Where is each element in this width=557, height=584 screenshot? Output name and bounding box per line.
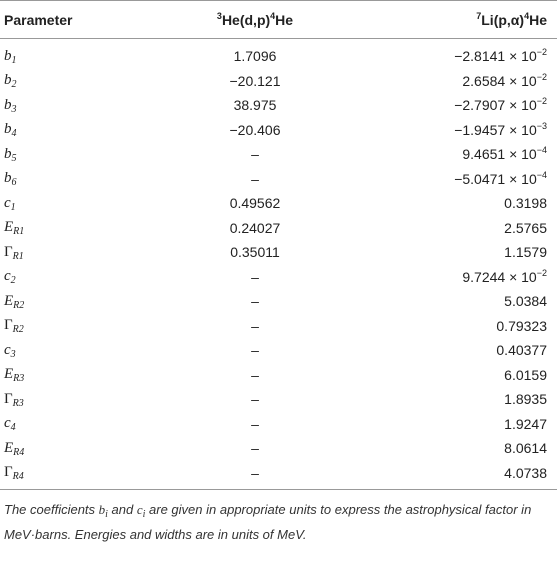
parameter-symbol: Γ — [4, 464, 13, 481]
parameter-cell — [0, 240, 160, 265]
he3-value-cell: – — [251, 366, 259, 383]
parameter-symbol: E — [4, 219, 14, 236]
header-li7-product-mass: 4 — [524, 10, 530, 21]
header-li7-mass: 7 — [476, 10, 482, 21]
li7-value-cell — [350, 314, 557, 339]
table-row — [0, 387, 557, 412]
parameter-cell — [0, 461, 160, 490]
parameter-subscript: R1 — [13, 226, 25, 238]
parameter-subscript: R2 — [12, 324, 24, 336]
footnote-text-2: and — [107, 502, 137, 517]
he3-value-cell: 38.975 — [233, 97, 277, 114]
parameter-symbol: b — [4, 170, 12, 187]
parameter-cell — [0, 167, 160, 192]
li7-mantissa: 0.40377 — [496, 342, 547, 359]
parameter-cell — [0, 387, 160, 412]
li7-value-cell — [350, 412, 557, 437]
parameter-subscript: R4 — [13, 446, 25, 458]
li7-mantissa: 1.9247 — [504, 415, 547, 432]
table-row — [0, 191, 557, 216]
parameter-cell — [0, 436, 160, 461]
footnote-c-subscript: i — [142, 509, 146, 520]
li7-mantissa: 6.0159 — [504, 366, 547, 383]
he3-value-cell: – — [251, 415, 259, 432]
li7-value-cell — [350, 216, 557, 241]
li7-value-cell — [350, 387, 557, 412]
parameter-subscript: 1 — [11, 54, 17, 66]
li7-mantissa: 4.0738 — [504, 464, 547, 481]
li7-mantissa: 0.79323 — [496, 317, 547, 334]
li7-mantissa: 0.3198 — [504, 195, 547, 212]
li7-mantissa: 8.0614 — [504, 440, 547, 457]
table-row — [0, 39, 557, 69]
li7-value-cell — [350, 167, 557, 192]
table-footnote — [0, 490, 557, 545]
parameter-subscript: 2 — [10, 275, 16, 287]
parameter-symbol: Γ — [4, 390, 13, 407]
footnote-c-symbol: c — [136, 502, 143, 517]
he3-value-cell: – — [251, 317, 259, 334]
header-he3-reaction: He(d,p) — [221, 11, 271, 28]
li7-mantissa: −2.7907 × 10 — [454, 97, 537, 114]
parameter-cell — [0, 118, 160, 143]
li7-value-cell — [350, 240, 557, 265]
header-he3-mass: 3 — [216, 10, 222, 21]
table-body — [0, 39, 557, 490]
parameter-subscript: 5 — [11, 152, 17, 164]
li7-mantissa: 1.1579 — [504, 244, 547, 261]
li7-value-cell — [350, 289, 557, 314]
parameter-cell — [0, 338, 160, 363]
parameter-subscript: R4 — [12, 471, 24, 483]
parameter-cell — [0, 93, 160, 118]
li7-value-cell — [350, 142, 557, 167]
parameter-symbol: b — [4, 96, 12, 113]
parameter-symbol: Γ — [4, 243, 13, 260]
li7-exponent: −2 — [536, 47, 547, 58]
parameter-cell — [0, 191, 160, 216]
li7-mantissa: 1.8935 — [504, 391, 547, 408]
he3-value-cell: 0.49562 — [229, 195, 281, 212]
header-he3-product-mass: 4 — [270, 10, 276, 21]
li7-mantissa: −5.0471 × 10 — [454, 170, 537, 187]
table-row — [0, 461, 557, 490]
table-row — [0, 93, 557, 118]
he3-value-cell: – — [251, 170, 259, 187]
parameter-subscript: 6 — [11, 177, 17, 189]
he3-value-cell: – — [251, 146, 259, 163]
parameter-symbol: b — [4, 145, 12, 162]
header-row — [0, 1, 557, 39]
parameter-cell — [0, 314, 160, 339]
parameter-subscript: 4 — [11, 128, 17, 140]
footnote-text-1: The coefficients — [4, 502, 99, 517]
he3-value-cell: 0.35011 — [230, 244, 280, 261]
li7-value-cell — [350, 461, 557, 490]
parameter-cell — [0, 412, 160, 437]
parameter-subscript: R3 — [12, 397, 24, 409]
table-row — [0, 265, 557, 290]
table-row — [0, 338, 557, 363]
header-li7-reaction: Li(p,α) — [481, 11, 525, 28]
li7-exponent: −2 — [536, 267, 547, 278]
li7-exponent: −2 — [536, 96, 547, 107]
li7-exponent: −2 — [536, 71, 547, 82]
he3-value-cell: 0.24027 — [229, 219, 281, 236]
li7-value-cell — [350, 338, 557, 363]
parameter-symbol: b — [4, 121, 12, 138]
parameter-symbol: Γ — [4, 317, 13, 334]
parameter-cell — [0, 363, 160, 388]
parameter-subscript: R1 — [12, 250, 24, 262]
he3-value-cell: – — [160, 461, 350, 490]
parameter-symbol: b — [4, 47, 12, 64]
li7-value-cell — [350, 69, 557, 94]
table-row — [0, 167, 557, 192]
he3-value-cell: – — [251, 293, 259, 310]
parameter-symbol: c — [4, 341, 11, 358]
table-row — [0, 216, 557, 241]
li7-value-cell — [350, 39, 557, 69]
table-header — [0, 1, 557, 39]
parameter-cell — [0, 39, 160, 69]
table-row — [0, 289, 557, 314]
li7-mantissa: 2.6584 × 10 — [462, 72, 537, 89]
table-row — [0, 412, 557, 437]
parameter-symbol: c — [4, 268, 11, 285]
li7-value-cell — [350, 118, 557, 143]
parameter-symbol: c — [4, 194, 11, 211]
li7-value-cell — [350, 436, 557, 461]
parameter-subscript: R2 — [13, 299, 25, 311]
footnote-b-symbol: b — [98, 502, 106, 517]
li7-mantissa: 5.0384 — [504, 293, 547, 310]
header-parameter: Parameter — [0, 1, 160, 39]
parameter-symbol: b — [4, 72, 12, 89]
li7-exponent: −3 — [536, 120, 547, 131]
he3-value-cell: −20.121 — [229, 72, 281, 89]
table-row — [0, 436, 557, 461]
li7-exponent: −4 — [536, 145, 547, 156]
li7-mantissa: 9.4651 × 10 — [462, 146, 537, 163]
li7-value-cell — [350, 191, 557, 216]
he3-value-cell: – — [251, 342, 259, 359]
li7-value-cell — [350, 265, 557, 290]
li7-value-cell — [350, 363, 557, 388]
he3-value-cell: – — [251, 391, 259, 408]
footnote-text-3: are given in appropriate units to express the astrophysical factor in MeV·barns. Energies and widths are in units of MeV. — [4, 502, 532, 542]
header-li7-product: He — [529, 11, 547, 28]
footnote-b-subscript: i — [105, 509, 108, 520]
table-row — [0, 69, 557, 94]
parameter-symbol: E — [4, 439, 14, 456]
li7-mantissa: 2.5765 — [504, 219, 547, 236]
li7-value-cell — [350, 93, 557, 118]
parameter-subscript: 3 — [10, 348, 16, 360]
parameter-cell — [0, 265, 160, 290]
table-row — [0, 314, 557, 339]
li7-exponent: −4 — [536, 169, 547, 180]
parameter-symbol: E — [4, 292, 14, 309]
header-he3-product: He — [275, 11, 294, 28]
parameter-symbol: c — [4, 415, 11, 432]
he3-value-cell: – — [251, 268, 259, 285]
table-row — [0, 363, 557, 388]
parameter-cell — [0, 216, 160, 241]
table-row — [0, 118, 557, 143]
parameter-cell — [0, 69, 160, 94]
header-he3-dp — [160, 1, 350, 39]
parameter-cell — [0, 142, 160, 167]
parameter-subscript: 4 — [10, 422, 16, 434]
li7-mantissa: −2.8141 × 10 — [454, 48, 537, 65]
he3-value-cell: 1.7096 — [233, 48, 277, 65]
table-row — [0, 240, 557, 265]
parameter-subscript: R3 — [13, 373, 25, 385]
parameter-subscript: 1 — [10, 201, 16, 213]
li7-mantissa: −1.9457 × 10 — [454, 121, 537, 138]
header-li7-pa — [350, 1, 557, 39]
li7-mantissa: 9.7244 × 10 — [462, 268, 537, 285]
table-row — [0, 142, 557, 167]
parameter-cell — [0, 289, 160, 314]
he3-value-cell: −20.406 — [229, 121, 281, 138]
he3-value-cell: – — [251, 440, 259, 457]
parameter-subscript: 2 — [11, 79, 17, 91]
parameter-symbol: E — [4, 366, 14, 383]
parameter-subscript: 3 — [11, 103, 17, 115]
